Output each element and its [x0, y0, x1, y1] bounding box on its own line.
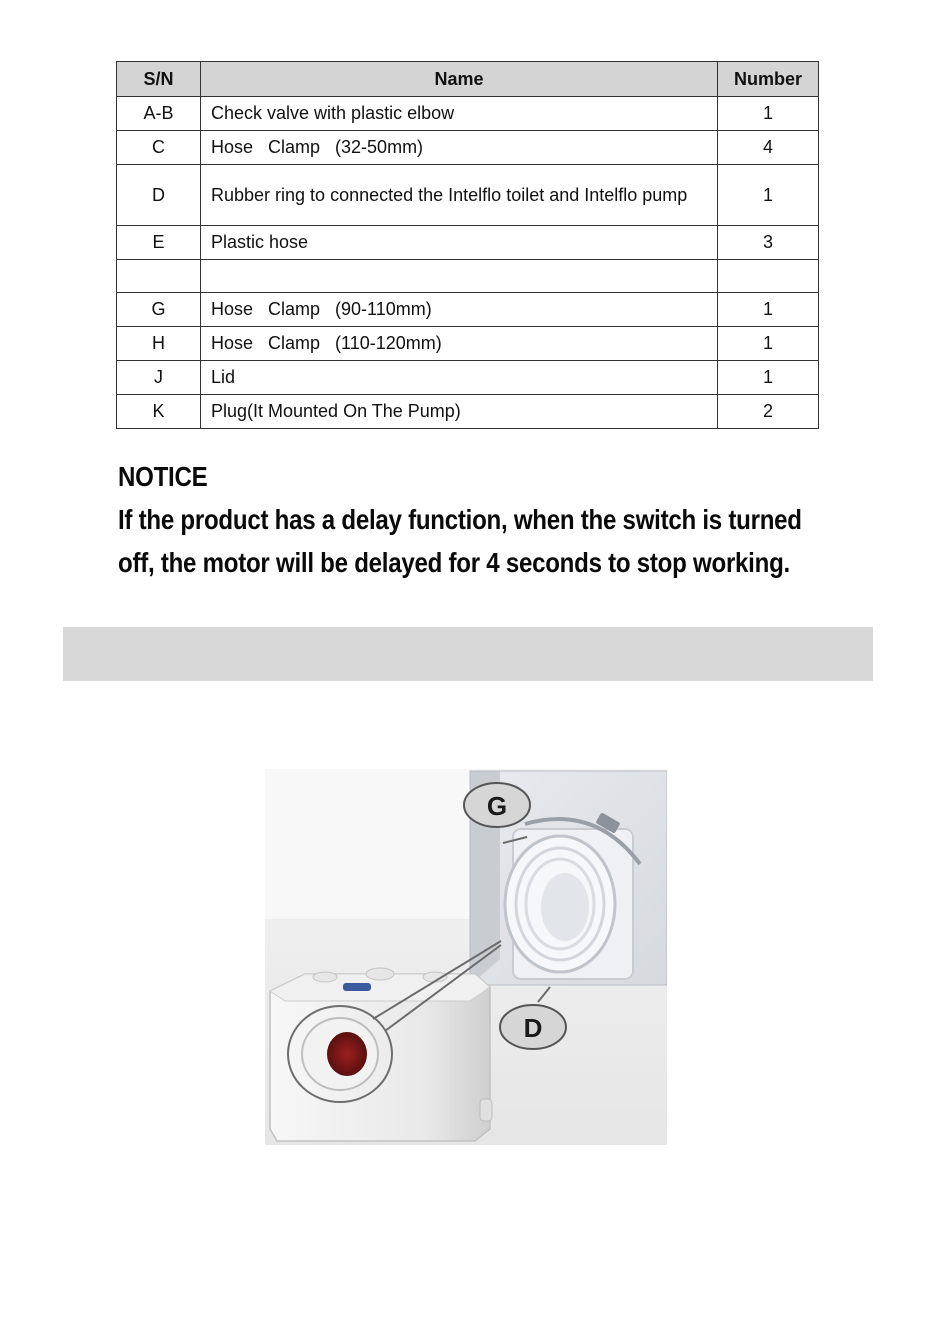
table-row: [117, 131, 819, 165]
cell-name: Hose Clamp (90-110mm): [201, 293, 718, 327]
table-row: [117, 226, 819, 260]
header-sn: S/N: [117, 62, 201, 97]
installation-illustration: [265, 769, 667, 1145]
cell-sn: G: [117, 293, 201, 327]
cell-sn: H: [117, 327, 201, 361]
backdrop-upper: [265, 769, 475, 919]
cell-name: Rubber ring to connected the Intelflo toilet and Intelflo pump: [201, 165, 718, 226]
cell-name: Plug(It Mounted On The Pump): [201, 395, 718, 429]
cell-name: Lid: [201, 361, 718, 395]
pump-inlet-opening: [327, 1032, 367, 1076]
cell-sn: K: [117, 395, 201, 429]
cell-sn: [117, 260, 201, 293]
pump-unit: [270, 968, 492, 1141]
table-row: [117, 361, 819, 395]
table-row: [117, 260, 819, 293]
table-row: [117, 97, 819, 131]
cell-number: 3: [718, 226, 819, 260]
cell-name: Hose Clamp (110-120mm): [201, 327, 718, 361]
cell-number: 1: [718, 165, 819, 226]
cell-name: Plastic hose: [201, 226, 718, 260]
table-row: [117, 293, 819, 327]
cell-sn: E: [117, 226, 201, 260]
header-number: Number: [718, 62, 819, 97]
notice-heading: NOTICE: [118, 461, 208, 492]
section-header-bar: [63, 627, 873, 681]
callout-d: [500, 1005, 566, 1049]
cell-number: 1: [718, 97, 819, 131]
cell-sn: D: [117, 165, 201, 226]
cell-name: Check valve with plastic elbow: [201, 97, 718, 131]
rubber-ring-closeup: [505, 829, 633, 979]
cell-number: 1: [718, 327, 819, 361]
cell-number: 2: [718, 395, 819, 429]
cell-number: 1: [718, 361, 819, 395]
table-row: [117, 165, 819, 226]
cell-number: 1: [718, 293, 819, 327]
callout-g: [464, 783, 530, 827]
notice-block: [118, 455, 802, 584]
callout-g-label: G: [486, 791, 508, 821]
cell-name: Hose Clamp (32-50mm): [201, 131, 718, 165]
parts-table: [116, 61, 819, 429]
header-name: Name: [201, 62, 718, 97]
installation-figure: [265, 769, 667, 1145]
cell-sn: C: [117, 131, 201, 165]
notice-body: If the product has a delay function, when the switch is turned off, the motor will be delayed for 4 seconds to stop working.: [118, 504, 802, 578]
cell-name: [201, 260, 718, 293]
cell-sn: J: [117, 361, 201, 395]
cell-sn: A-B: [117, 97, 201, 131]
cell-number: [718, 260, 819, 293]
table-row: [117, 395, 819, 429]
cell-number: 4: [718, 131, 819, 165]
callout-d-label: D: [523, 1013, 543, 1043]
table-row: [117, 327, 819, 361]
table-header-row: [117, 62, 819, 97]
